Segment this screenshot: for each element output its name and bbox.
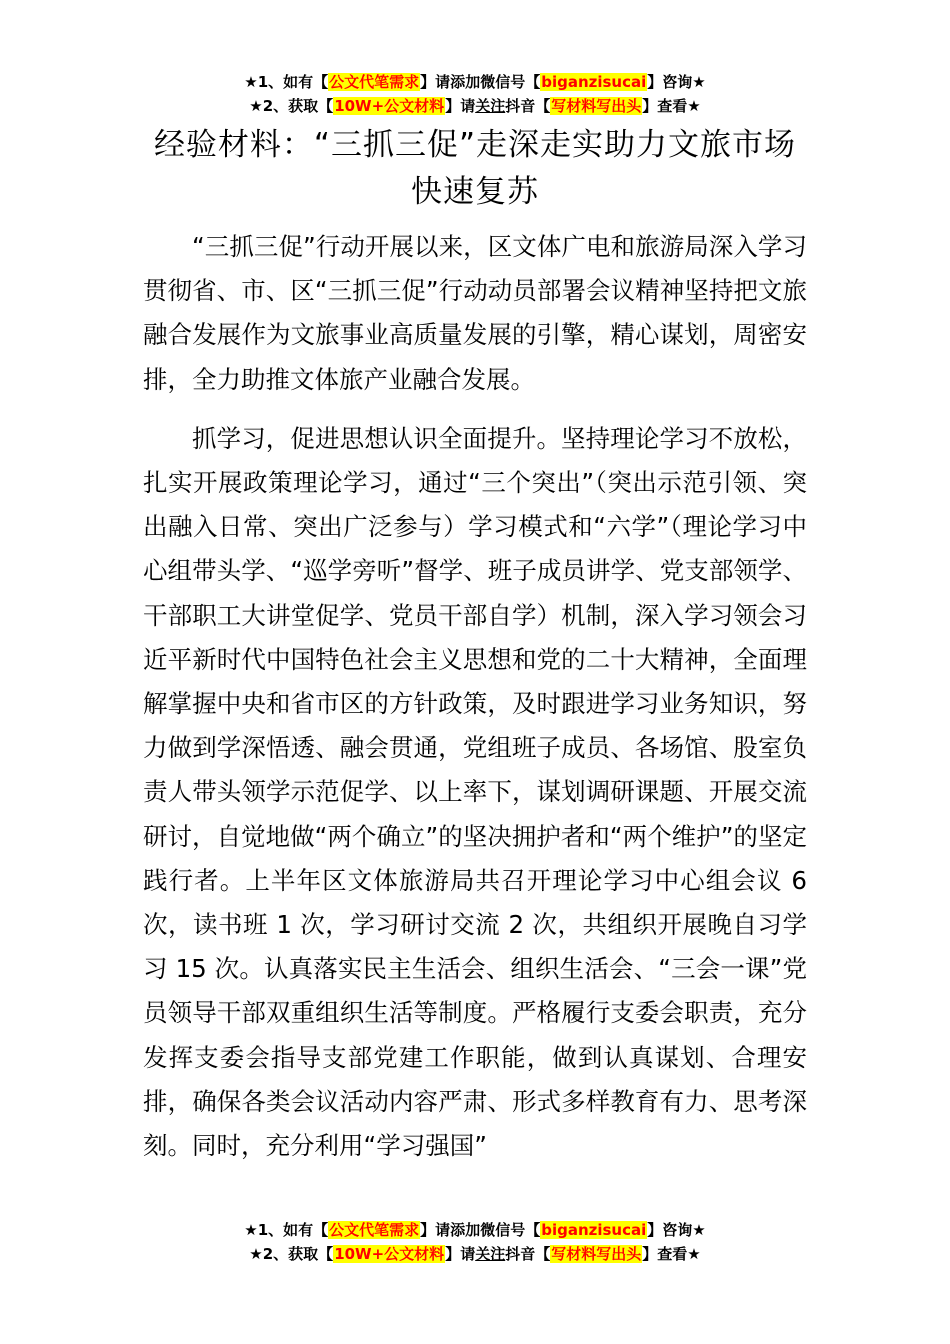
paragraph-study: 抓学习，促进思想认识全面提升。坚持理论学习不放松，扎实开展政策理论学习，通过“三个突出”（突出示范引领、突出融入日常、突出广泛参与）学习模式和“六学”（理论学习中心组带头学、“巡学旁听”督学、班子成员讲学、党支部领学、干部职工大讲堂促学、党员干部自学）机制，深入学习领会习近平新时代中国特色社会主义思想和党的二十大精神，全面理解掌握中央和省市区的方针政策，及时跟进学习业务知识，努力做到学深悟透、融会贯通，党组班子成员、各场馆、股室负责人带头领学示范促学、以上率下，谋划调研课题、开展交流研讨，自觉地做“两个确立”的坚决拥护者和“两个维护”的坚定践行者。上半年区文体旅游局共召开理论学习中心组会议 6 次，读书班 1 次，学习研讨交流 2 次，共组织开展晚自习学习 15 次。认真落实民主生活会、组织生活会、“三会一课”党员领导干部双重组织生活等制度。严格履行支委会职责，充分发挥支委会指导支部党建工作职能，做到认真谋划、合理安排，确保各类会议活动内容严肃、形式多样教育有力、思考深刻。同时，充分利用“学习强国” xyxy=(143,423,807,1161)
banner-wechat-id: biganzisucai xyxy=(541,73,647,91)
banner-text: 】请添 xyxy=(420,73,466,91)
banner-wechat-id: biganzisucai xyxy=(541,1221,647,1239)
banner-douyin-name: 写材料写出头 xyxy=(551,1245,642,1263)
banner-text: ★1、如有【 xyxy=(244,73,329,91)
banner-emphasis: 加 xyxy=(465,73,481,91)
banner-douyin-name: 写材料写出头 xyxy=(551,97,642,115)
banner-text: ★1、如有【 xyxy=(244,1221,329,1239)
document-body xyxy=(143,225,807,1168)
banner-text: 】请 xyxy=(445,97,476,115)
top-banner xyxy=(0,70,950,118)
banner-text: 】咨询★ xyxy=(647,1221,706,1239)
paragraph-intro: “三抓三促”行动开展以来，区文体广电和旅游局深入学习贯彻省、市、区“三抓三促”行动动员部署会议精神坚持把文旅融合发展作为文旅事业高质量发展的引擎，精心谋划，周密安排，全力助推文体旅产业融合发展。 xyxy=(143,232,807,394)
banner-line-1 xyxy=(0,1218,950,1242)
banner-text: 】咨询★ xyxy=(647,73,706,91)
banner-text: 】请添 xyxy=(420,1221,466,1239)
banner-highlight: 公文代笔需求 xyxy=(329,73,420,91)
banner-text: ★2、获取【 xyxy=(249,1245,334,1263)
banner-text: 】请 xyxy=(445,1245,476,1263)
banner-line-1 xyxy=(0,70,950,94)
banner-text: 抖音【 xyxy=(505,1245,551,1263)
banner-highlight: 10W+公文材料 xyxy=(334,97,445,115)
banner-text: 】查看★ xyxy=(642,1245,701,1263)
banner-emphasis: 关注 xyxy=(475,1245,506,1263)
document-title: 经验材料：“三抓三促”走深走实助力文旅市场快速复苏 xyxy=(153,127,797,210)
banner-text: 微信号【 xyxy=(480,73,541,91)
banner-emphasis: 关注 xyxy=(475,97,506,115)
banner-text: 微信号【 xyxy=(480,1221,541,1239)
banner-highlight: 10W+公文材料 xyxy=(334,1245,445,1263)
banner-line-2 xyxy=(0,1242,950,1266)
bottom-banner xyxy=(0,1218,950,1266)
banner-highlight: 公文代笔需求 xyxy=(329,1221,420,1239)
banner-text: ★2、获取【 xyxy=(249,97,334,115)
banner-emphasis: 加 xyxy=(465,1221,481,1239)
banner-text: 抖音【 xyxy=(505,97,551,115)
banner-text: 】查看★ xyxy=(642,97,701,115)
banner-line-2 xyxy=(0,94,950,118)
